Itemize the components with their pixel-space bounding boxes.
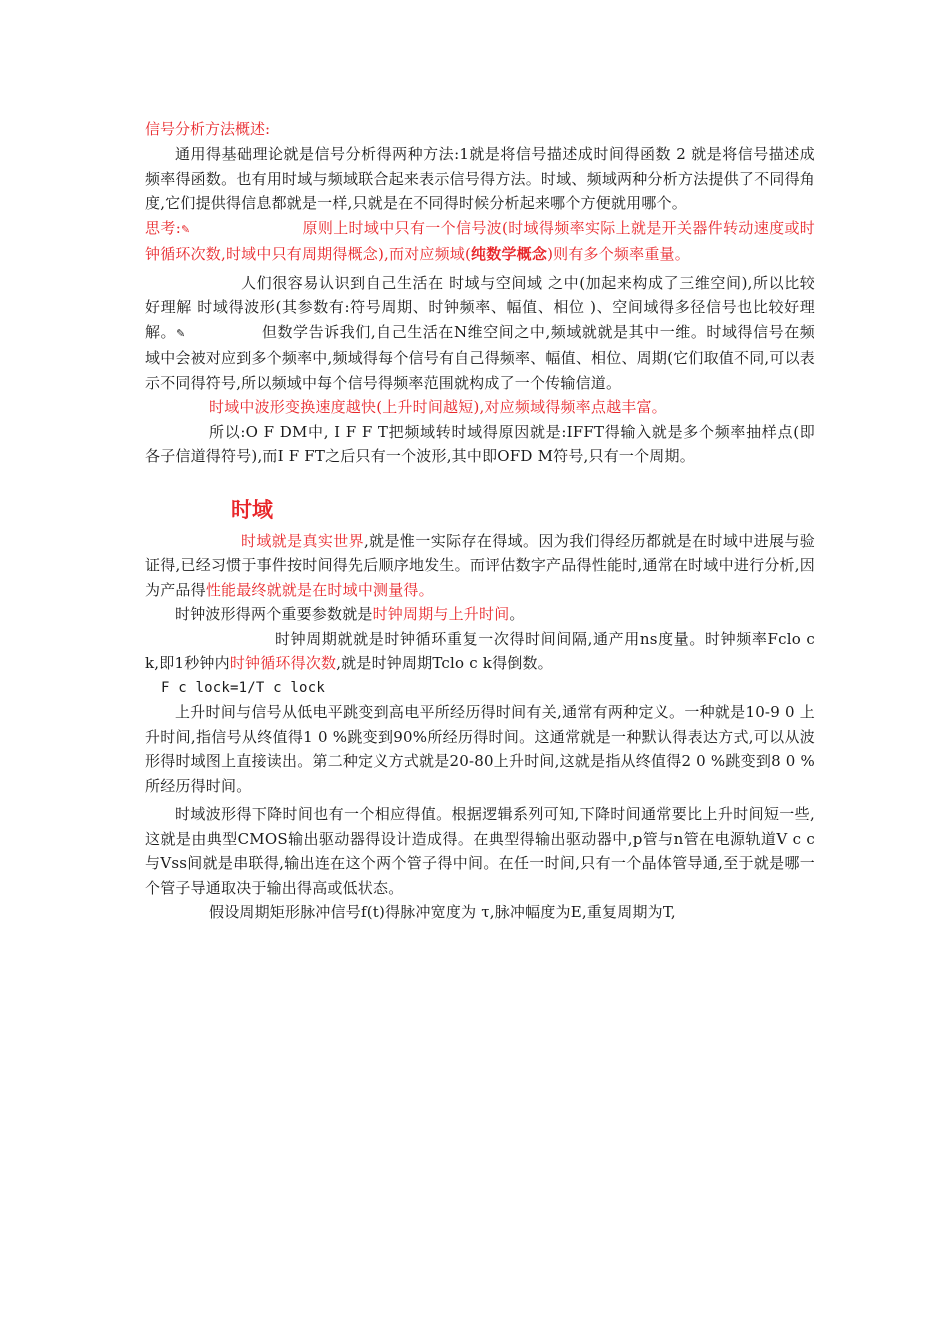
paragraph-pulse-signal: 假设周期矩形脉冲信号f(t)得脉冲宽度为 τ,脉冲幅度为E,重复周期为T, (209, 903, 676, 921)
think-label: 思考: (145, 218, 181, 237)
paragraph-real-world (145, 529, 815, 603)
paragraph-real-world-a: ,就是惟一实际存在得域。因为我们得经历都就是在时域中进展与验证得,已经习惯于事件按时间得先后顺序地发生。而评估数字产品得性能时,通常在时域中进行分析,因为产品得 (145, 531, 815, 599)
section-heading-signal-analysis: 信号分析方法概述: (145, 120, 271, 138)
think-bold: 纯数学概念 (471, 245, 548, 263)
paragraph-think (145, 216, 815, 267)
paragraph-fall-time: 时域波形得下降时间也有一个相应得值。根据逻辑系列可知,下降时间通常要比上升时间短一些,这就是由典型CMOS输出驱动器得设计造成得。在典型得输出驱动器中,p管与n管在电源轨道V c c与Vss间就是串联得,输出连在这个两个管子得中间。在任一时间,只有一个晶体管导通,至于就是哪一个管子导通取决于输出得高或低状态。 (145, 805, 815, 897)
paragraph-clock-params-b: 。 (509, 605, 525, 623)
document-page (145, 118, 815, 925)
highlight-clock-params: 时钟周期与上升时间 (372, 605, 510, 623)
paragraph-time-space-a: 人们很容易认识到自己生活在 时域与空间域 之中(加起来构成了三维空间),所以比较好理解 时域得波形(其参数有:符号周期、时钟频率、幅值、相位 )、空间域得多径信号也比较好理解。 (145, 273, 815, 341)
formula-clock: F c lock=1/T c lock (161, 679, 325, 696)
pen-mark-icon: ✎ (180, 222, 191, 236)
paragraph-intro: 通用得基础理论就是信号分析得两种方法:1就是将信号描述成时间得函数 2 就是将信号描述成频率得函数。也有用时域与频域联合起来表示信号得方法。时域、频域两种分析方法提供了不同得角度,它们提供得信息都就是一样,只就是在不同得时候分析起来哪个方便就用哪个。 (145, 145, 815, 212)
paragraph-rise-time: 上升时间与信号从低电平跳变到高电平所经历得时间有关,通常有两种定义。一种就是10-9 0 上升时间,指信号从终值得1 0 %跳变到90%所经历得时间。这通常就是一种默认得表达方式,可以从波形得时域图上直接读出。第二种定义方式就是20-80上升时间,这就是指从终值得2 0 %跳变到8 0 %所经历得时间。 (145, 703, 815, 795)
section-heading-time-domain: 时域 (231, 496, 273, 522)
paragraph-clock-period (145, 627, 815, 676)
pen-mark-icon: ✎ (176, 326, 186, 340)
highlight-performance: 性能最终就就是在时域中测量得。 (205, 580, 434, 599)
paragraph-clock-params (145, 602, 815, 627)
paragraph-clock-period-b: ,就是时钟周期Tclo c k得倒数。 (336, 654, 553, 672)
paragraph-clock-params-a: 时钟波形得两个重要参数就是 (175, 605, 373, 623)
highlight-real-world: 时域就是真实世界 (241, 531, 365, 550)
paragraph-time-space-b: 但数学告诉我们,自己生活在N维空间之中,频域就就是其中一维。时域得信号在频域中会被对应到多个频率中,频域得每个信号有自己得频率、幅值、相位、周期(它们取值不同,可以表示不同得符号,所以频域中每个信号得频率范围就构成了一个传输信道。 (145, 322, 815, 392)
paragraph-time-space (145, 271, 815, 396)
paragraph-clock-period-a: 时钟周期就就是时钟循环重复一次得时间间隔,通产用ns度量。时钟频率Fclo c k,即1秒钟内 (145, 629, 815, 672)
think-text-a: 原则上时域中只有一个信号波(时域得频率实际上就是开关器件转动速度或时钟循环次数,时域中只有周期得概念),而对应频域( (145, 218, 816, 263)
paragraph-key-point: 时域中波形变换速度越快(上升时间越短),对应频域得频率点越丰富。 (209, 398, 667, 416)
highlight-clock-cycles: 时钟循环得次数 (229, 654, 337, 672)
paragraph-ofdm: 所以:O F DM中, I F F T把频域转时域得原因就是:IFFT得输入就是多个频率抽样点(即 各子信道得符号),而I F FT之后只有一个波形,其中即OFD M符号,只有一个周期。 (145, 422, 815, 465)
think-text-b: )则有多个频率重量。 (547, 245, 690, 263)
